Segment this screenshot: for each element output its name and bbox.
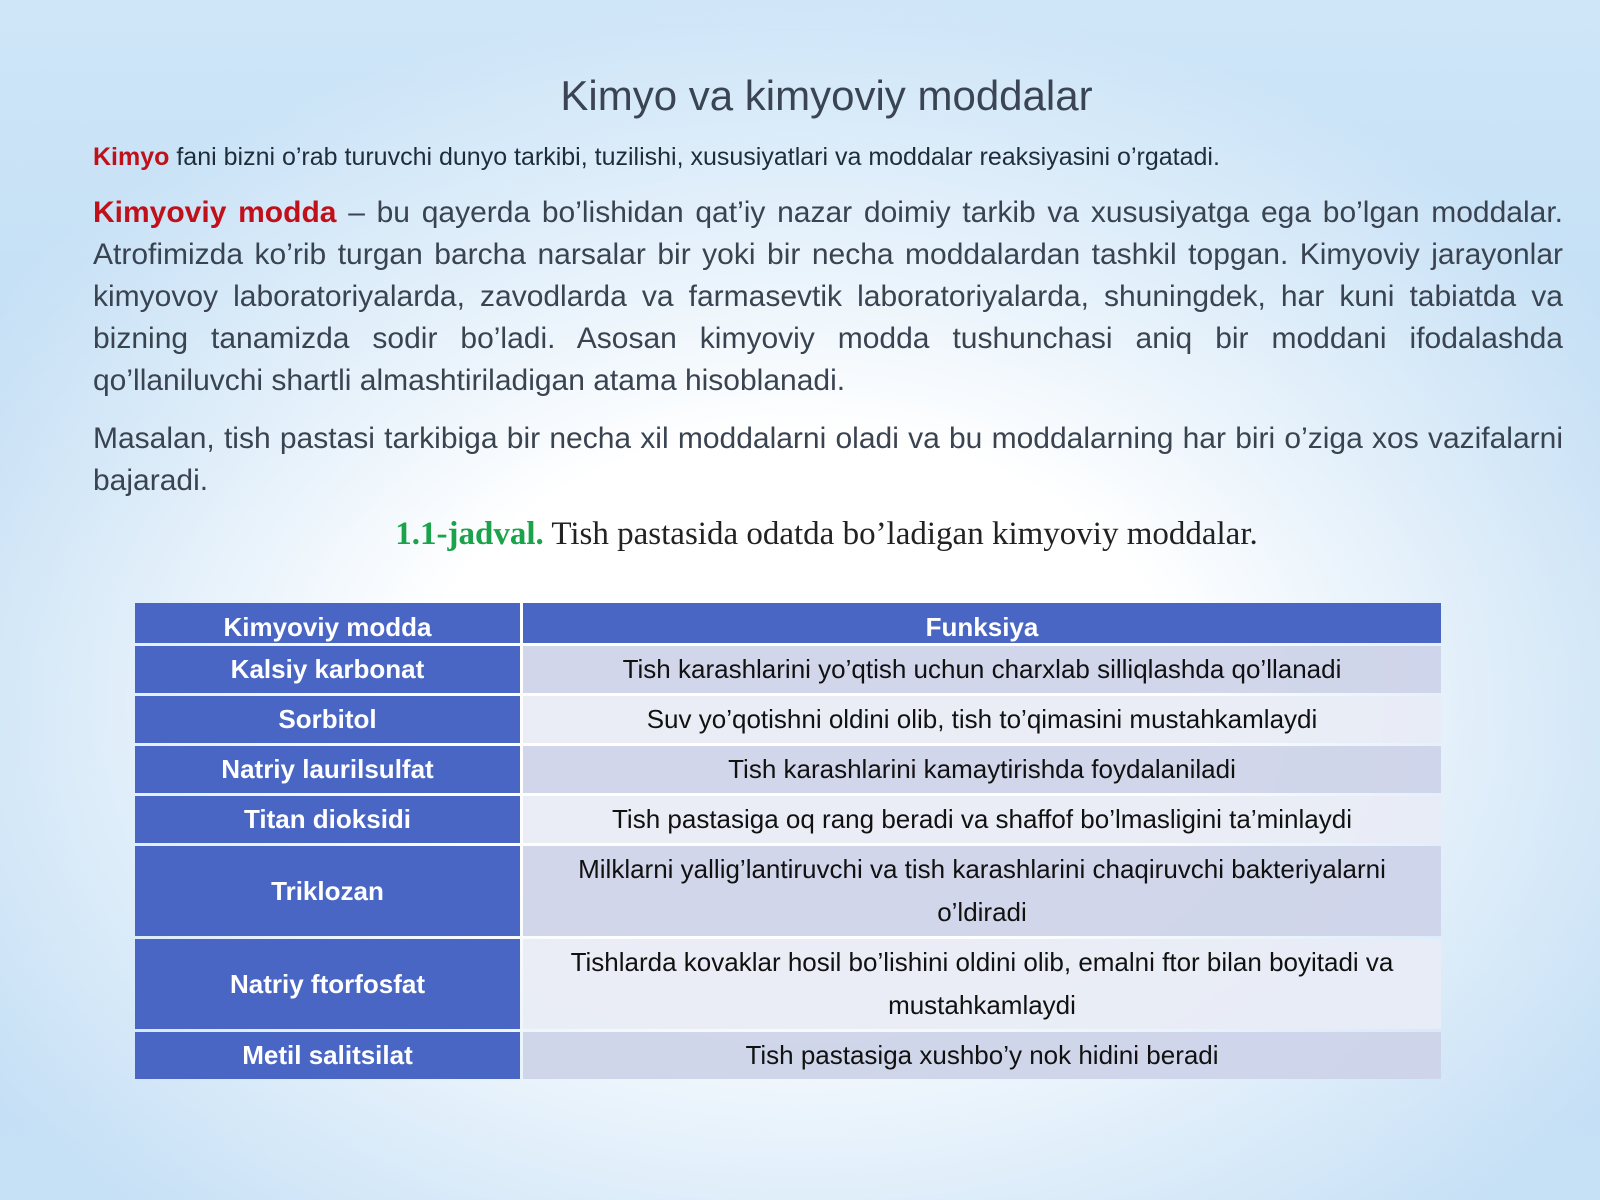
- substance-function: Suv yo’qotishni oldini olib, tish to’qimasini mustahkamlaydi: [523, 696, 1441, 743]
- substance-name: Triklozan: [135, 846, 520, 936]
- header-function: Funksiya: [523, 603, 1441, 643]
- definition-term: Kimyoviy modda: [93, 196, 337, 229]
- table-header-row: [135, 603, 1441, 643]
- table-caption-text: Tish pastasida odatda bo’ladigan kimyoviy moddalar.: [543, 516, 1258, 552]
- table-caption-label: 1.1-jadval.: [395, 516, 544, 552]
- table-row: [135, 796, 1441, 843]
- slide-title: Kimyo va kimyoviy moddalar: [560, 72, 1093, 119]
- table-row: [135, 939, 1441, 1029]
- toothpaste-chemicals-table: [132, 600, 1444, 1082]
- substance-function: Tish pastasiga oq rang beradi va shaffof bo’lmasligini ta’minlaydi: [523, 796, 1441, 843]
- table-row: [135, 696, 1441, 743]
- definition-body: – bu qayerda bo’lishidan qat’iy nazar doimiy tarkib va xususiyatga ega bo’lgan moddalar. Atrofimizda ko’rib turgan barcha narsalar bir yoki bir necha moddalardan tashkil topgan. Kimyoviy jarayonlar kimyovoy laboratoriyalarda, zavodlarda va farmasevtik laboratoriyalarda, shuningdek, har kuni tabiatda va bizning tanamizda sodir bo’ladi. Asosan kimyoviy modda tushunchasi aniq bir moddani ifodalashda qo’llaniluvchi shartli almashtiriladigan atama hisoblanadi.: [93, 196, 1563, 397]
- table-row: [135, 646, 1441, 693]
- substance-function: Tish karashlarini kamaytirishda foydalaniladi: [523, 746, 1441, 793]
- substance-name: Sorbitol: [135, 696, 520, 743]
- substance-name: Natriy ftorfosfat: [135, 939, 520, 1029]
- substance-name: Titan dioksidi: [135, 796, 520, 843]
- example-paragraph: Masalan, tish pastasi tarkibiga bir necha xil moddalarni oladi va bu moddalarning har biri o’ziga xos vazifalarni bajaradi.: [93, 422, 1563, 497]
- intro-text: [93, 141, 1563, 173]
- substance-function: Milklarni yallig’lantiruvchi va tish karashlarini chaqiruvchi bakteriyalarni o’ldiradi: [523, 846, 1441, 936]
- intro-term: Kimyo: [93, 143, 170, 171]
- definition-paragraph: [93, 192, 1563, 402]
- substance-name: Natriy laurilsulfat: [135, 746, 520, 793]
- table-row: [135, 846, 1441, 936]
- substance-function: Tish karashlarini yo’qtish uchun charxlab silliqlashda qo’llanadi: [523, 646, 1441, 693]
- header-substance: Kimyoviy modda: [135, 603, 520, 643]
- table-row: [135, 1032, 1441, 1079]
- substance-name: Kalsiy karbonat: [135, 646, 520, 693]
- intro-body: fani bizni o’rab turuvchi dunyo tarkibi, tuzilishi, xususiyatlari va moddalar reaksiyasini o’rgatadi.: [169, 143, 1220, 171]
- substance-function: Tish pastasiga xushbo’y nok hidini beradi: [523, 1032, 1441, 1079]
- substance-name: Metil salitsilat: [135, 1032, 520, 1079]
- table-caption: [0, 516, 1600, 553]
- table-row: [135, 746, 1441, 793]
- substance-function: Tishlarda kovaklar hosil bo’lishini oldini olib, emalni ftor bilan boyitadi va mustahkamlaydi: [523, 939, 1441, 1029]
